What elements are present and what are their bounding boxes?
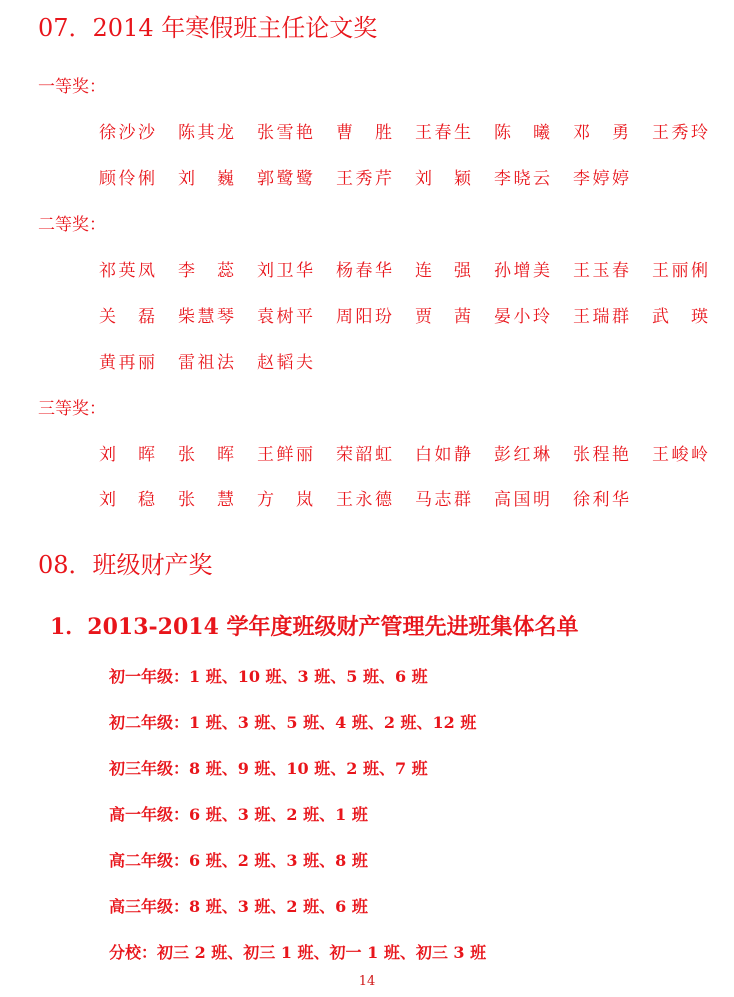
name-item: 徐沙沙: [99, 123, 155, 143]
section-08-title: 08．班级财产奖: [38, 551, 213, 579]
grade-line: 初三年级：8 班、9 班、10 班、2 班、7 班: [109, 759, 428, 778]
name-item: 陈其龙: [178, 123, 234, 143]
name-item: 曹 胜: [336, 123, 392, 143]
name-item: 张雪艳: [257, 123, 313, 143]
subsection-title: 1．2013-2014 学年度班级财产管理先进班集体名单: [50, 614, 579, 640]
name-item: 王峻岭: [652, 445, 708, 465]
third-prize-label: 三等奖：: [38, 399, 106, 419]
grade-line: 分校：初三 2 班、初三 1 班、初一 1 班、初三 3 班: [109, 943, 487, 962]
name-item: 王秀玲: [652, 123, 708, 143]
name-item: 黄再丽: [99, 353, 155, 373]
name-item: 李 蕊: [178, 261, 234, 281]
grade-line: 高三年级：8 班、3 班、2 班、6 班: [109, 897, 368, 916]
name-item: 邓 勇: [573, 123, 629, 143]
name-item: 王玉春: [573, 261, 629, 281]
name-item: 袁树平: [257, 307, 313, 327]
grade-line: 高二年级：6 班、2 班、3 班、8 班: [109, 851, 368, 870]
name-item: 徐利华: [573, 490, 629, 510]
name-item: 荣韶虹: [336, 445, 392, 465]
second-prize-label: 二等奖：: [38, 215, 106, 235]
first-prize-label: 一等奖：: [38, 77, 106, 97]
name-item: 张 慧: [178, 490, 234, 510]
name-item: 刘 稳: [99, 490, 155, 510]
name-item: 张程艳: [573, 445, 629, 465]
page-number: 14: [358, 974, 376, 989]
name-item: 刘 巍: [178, 169, 234, 189]
name-item: 李晓云: [494, 169, 550, 189]
name-item: 王瑞群: [573, 307, 629, 327]
name-item: 刘 颖: [415, 169, 471, 189]
grade-line: 初二年级：1 班、3 班、5 班、4 班、2 班、12 班: [109, 713, 477, 732]
name-item: 刘卫华: [257, 261, 313, 281]
name-item: 张 晖: [178, 445, 234, 465]
grade-line: 高一年级：6 班、3 班、2 班、1 班: [109, 805, 368, 824]
section-07-title: 07．2014 年寒假班主任论文奖: [38, 14, 378, 42]
name-item: 杨春华: [336, 261, 392, 281]
name-item: 王永德: [336, 490, 392, 510]
name-item: 柴慧琴: [178, 307, 234, 327]
name-item: 王春生: [415, 123, 471, 143]
name-item: 马志群: [415, 490, 471, 510]
name-item: 连 强: [415, 261, 471, 281]
name-item: 王秀芹: [336, 169, 392, 189]
name-item: 武 瑛: [652, 307, 708, 327]
name-item: 郭鹭鹭: [257, 169, 313, 189]
name-item: 贾 茜: [415, 307, 471, 327]
name-item: 顾伶俐: [99, 169, 155, 189]
name-item: 白如静: [415, 445, 471, 465]
name-item: 彭红琳: [494, 445, 550, 465]
name-item: 李婷婷: [573, 169, 629, 189]
name-item: 高国明: [494, 490, 550, 510]
name-item: 刘 晖: [99, 445, 155, 465]
name-item: 晏小玲: [494, 307, 550, 327]
name-item: 祁英凤: [99, 261, 155, 281]
name-item: 陈 曦: [494, 123, 550, 143]
name-item: 孙增美: [494, 261, 550, 281]
name-item: 王鲜丽: [257, 445, 313, 465]
name-item: 关 磊: [99, 307, 155, 327]
name-item: 雷祖法: [178, 353, 234, 373]
name-item: 赵韬夫: [257, 353, 313, 373]
name-item: 王丽俐: [652, 261, 708, 281]
name-item: 周阳玢: [336, 307, 392, 327]
grade-line: 初一年级：1 班、10 班、3 班、5 班、6 班: [109, 667, 428, 686]
name-item: 方 岚: [257, 490, 313, 510]
